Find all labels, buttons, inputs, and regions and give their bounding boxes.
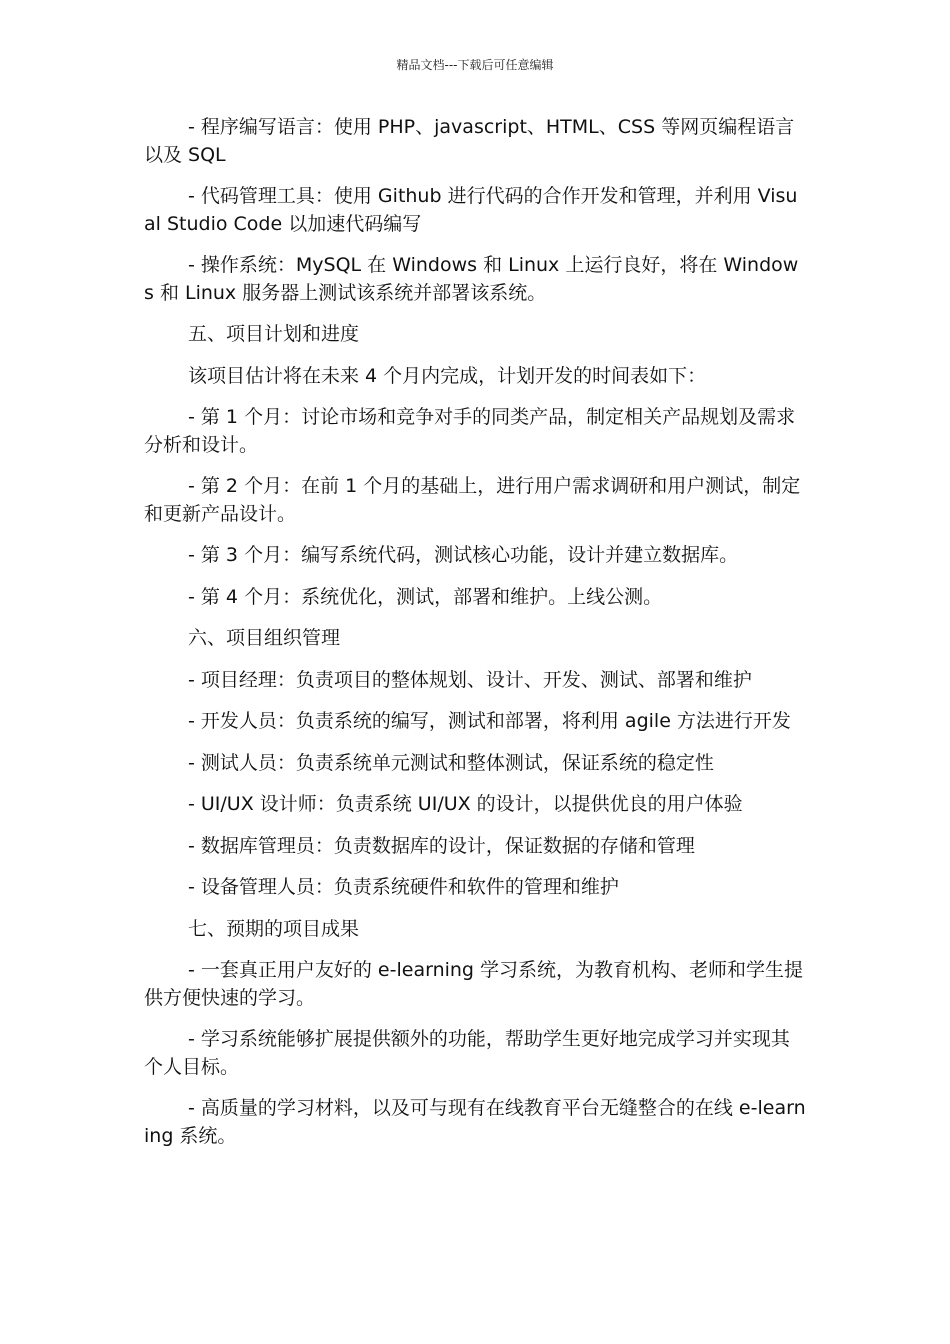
paragraph-code-management: - 代码管理工具：使用 Github 进行代码的合作开发和管理，并利用 Visual Studio Code 以加速代码编写 <box>144 185 798 235</box>
paragraph-project-manager: - 项目经理：负责项目的整体规划、设计、开发、测试、部署和维护 <box>188 668 752 691</box>
paragraph-operating-system: - 操作系统：MySQL 在 Windows 和 Linux 上运行良好，将在 Windows 和 Linux 服务器上测试该系统并部署该系统。 <box>144 254 799 304</box>
paragraph-programming-language: - 程序编写语言：使用 PHP、javascript、HTML、CSS 等网页编程语言以及 SQL <box>144 116 795 166</box>
document-body <box>144 114 808 1164</box>
paragraph-month-2: - 第 2 个月：在前 1 个月的基础上，进行用户需求调研和用户测试，制定和更新产品设计。 <box>144 475 801 525</box>
paragraph-month-4: - 第 4 个月：系统优化，测试，部署和维护。上线公测。 <box>188 585 663 608</box>
paragraph-outcome-1: - 一套真正用户友好的 e-learning 学习系统，为教育机构、老师和学生提供方便快速的学习。 <box>144 959 804 1009</box>
paragraph-testers: - 测试人员：负责系统单元测试和整体测试，保证系统的稳定性 <box>188 751 714 774</box>
paragraph-equipment-manager: - 设备管理人员：负责系统硬件和软件的管理和维护 <box>188 876 619 898</box>
paragraph-db-admin: - 数据库管理员：负责数据库的设计，保证数据的存储和管理 <box>188 834 695 857</box>
section-heading-organization: 六、项目组织管理 <box>188 627 341 649</box>
section-heading-outcomes: 七、预期的项目成果 <box>188 917 360 940</box>
paragraph-developers: - 开发人员：负责系统的编写，测试和部署，将利用 agile 方法进行开发 <box>188 710 791 732</box>
paragraph-outcome-2: - 学习系统能够扩展提供额外的功能，帮助学生更好地完成学习并实现其个人目标。 <box>144 1028 790 1078</box>
paragraph-month-3: - 第 3 个月：编写系统代码，测试核心功能，设计并建立数据库。 <box>188 544 739 566</box>
paragraph-plan-intro: 该项目估计将在未来 4 个月内完成，计划开发的时间表如下： <box>188 364 707 387</box>
paragraph-month-1: - 第 1 个月：讨论市场和竞争对手的同类产品，制定相关产品规划及需求分析和设计。 <box>144 406 796 456</box>
section-heading-plan: 五、项目计划和进度 <box>188 323 360 345</box>
page-header: 精品文档---下载后可任意编辑 <box>396 58 554 72</box>
paragraph-outcome-3: - 高质量的学习材料，以及可与现有在线教育平台无缝整合的在线 e-learning 系统。 <box>144 1097 806 1147</box>
paragraph-ux-designer: - UI/UX 设计师：负责系统 UI/UX 的设计，以提供优良的用户体验 <box>188 793 743 815</box>
